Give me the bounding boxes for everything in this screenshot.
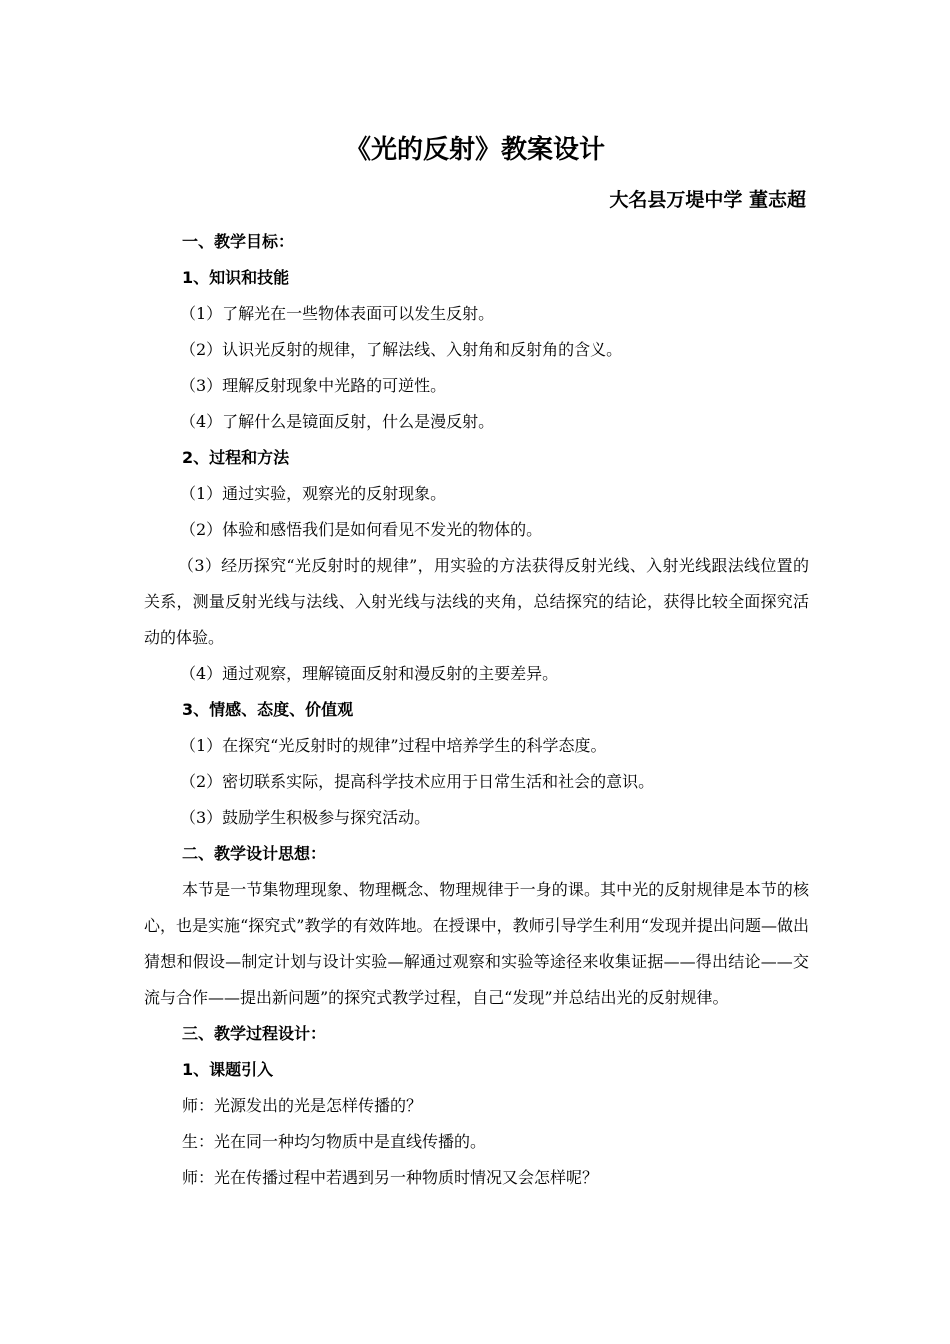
list-item-paragraph: （3）经历探究“光反射时的规律”，用实验的方法获得反射光线、入射光线跟法线位置的关系，测量反射光线与法线、入射光线与法线的夹角，总结探究的结论，获得比较全面探究活动的体验。 (144, 556, 809, 647)
subsection-heading-process: 2、过程和方法 (182, 448, 290, 467)
document-body (144, 224, 809, 1196)
dialog-line: 师：光源发出的光是怎样传播的？ (182, 1096, 423, 1115)
list-item: （1）了解光在一些物体表面可以发生反射。 (180, 304, 495, 323)
list-item: （1）在探究“光反射时的规律”过程中培养学生的科学态度。 (180, 736, 607, 755)
section-heading-process-design: 三、教学过程设计： (182, 1024, 327, 1043)
document-author: 大名县万堤中学 董志超 (609, 189, 806, 211)
list-item: （2）认识光反射的规律，了解法线、入射角和反射角的含义。 (180, 340, 623, 359)
list-item: （4）了解什么是镜面反射，什么是漫反射。 (180, 412, 495, 431)
section-heading-design-idea: 二、教学设计思想： (182, 844, 327, 863)
list-item: （3）理解反射现象中光路的可逆性。 (180, 376, 447, 395)
subsection-heading-attitude: 3、情感、态度、价值观 (182, 700, 354, 719)
list-item: （3）鼓励学生积极参与探究活动。 (180, 808, 431, 827)
list-item: （2）密切联系实际，提高科学技术应用于日常生活和社会的意识。 (180, 772, 655, 791)
dialog-line: 师：光在传播过程中若遇到另一种物质时情况又会怎样呢？ (182, 1168, 599, 1187)
list-item: （4）通过观察，理解镜面反射和漫反射的主要差异。 (180, 664, 559, 683)
section-heading-objectives: 一、教学目标： (182, 232, 295, 251)
dialog-line: 生：光在同一种均匀物质中是直线传播的。 (182, 1132, 487, 1151)
subsection-heading-knowledge: 1、知识和技能 (182, 268, 290, 287)
subsection-heading-intro: 1、课题引入 (182, 1060, 274, 1079)
list-item: （2）体验和感悟我们是如何看见不发光的物体的。 (180, 520, 543, 539)
document-title: 《光的反射》教案设计 (344, 135, 605, 165)
list-item: （1）通过实验，观察光的反射现象。 (180, 484, 447, 503)
design-idea-paragraph: 本节是一节集物理现象、物理概念、物理规律于一身的课。其中光的反射规律是本节的核心，也是实施“探究式”教学的有效阵地。在授课中，教师引导学生利用“发现并提出问题—做出猜想和假设—制定计划与设计实验—解通过观察和实验等途径来收集证据——得出结论——交流与合作——提出新问题”的探究式教学过程，自己“发现”并总结出光的反射规律。 (144, 880, 809, 1007)
